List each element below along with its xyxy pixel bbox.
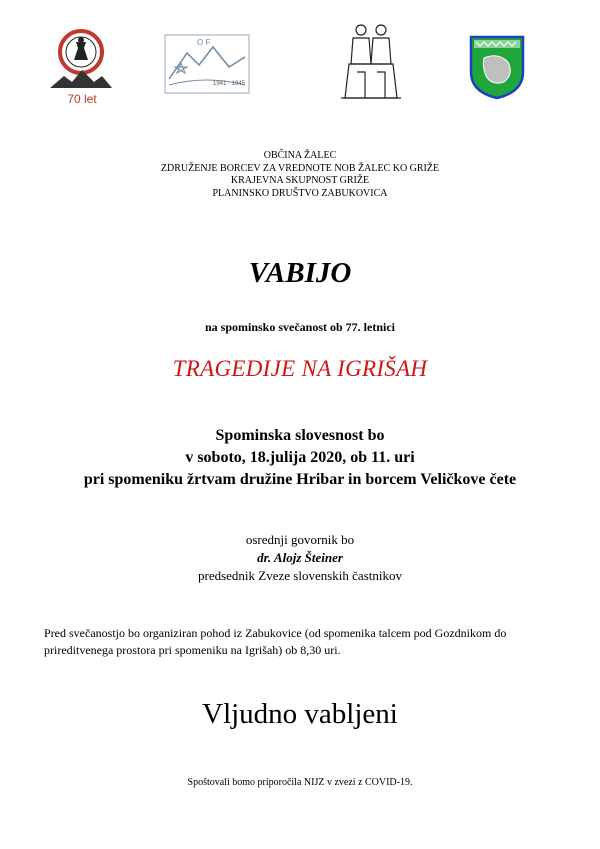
monument-statue-icon: [335, 20, 407, 102]
event-detail-line: v soboto, 18.julija 2020, ob 11. uri: [185, 449, 415, 466]
organizer-line: KRAJEVNA SKUPNOST GRIŽE: [230, 175, 370, 186]
speaker-intro: osrednji govornik bo: [245, 532, 355, 547]
anniversary-emblem-icon: [46, 28, 116, 92]
veterans-years: 1941 · 1945: [213, 81, 246, 87]
organizers-list: [0, 150, 600, 200]
event-details: [0, 425, 600, 491]
monument-logo: [335, 20, 407, 102]
veterans-initials: O F: [197, 38, 211, 47]
organizer-line: PLANINSKO DRUŠTVO ZABUKOVICA: [212, 187, 388, 199]
anniversary-logo: [46, 28, 116, 108]
closing-greeting: Vljudno vabljeni: [202, 698, 398, 730]
covid-footnote: Spoštovali bomo priporočila NIJZ v zvezi z COVID-19.: [187, 777, 413, 788]
organizer-line: ZDRUŽENJE BORCEV ZA VREDNOTE NOB ŽALEC KO GRIŽE: [160, 162, 440, 174]
speaker-role: predsednik Zveze slovenskih častnikov: [198, 568, 402, 583]
speaker-name: dr. Alojz Šteiner: [257, 550, 343, 565]
hike-note: Pred svečanostjo bo organiziran pohod iz Zabukovice (od spomenika talcem pod Gozdnikom do prireditvenega prostora pri spomeniku na Igrišah) ob 8,30 uri.: [44, 626, 507, 657]
event-detail-line: Spominska slovesnost bo: [215, 427, 385, 444]
municipality-coat-of-arms: [468, 34, 526, 100]
speaker-block: [0, 531, 600, 585]
organizer-line: OBČINA ŽALEC: [263, 150, 337, 161]
invitation-heading: VABIJO: [248, 257, 352, 289]
shield-icon: [468, 34, 526, 100]
event-title: TRAGEDIJE NA IGRIŠAH: [172, 356, 428, 381]
event-detail-line: pri spomeniku žrtvam družine Hribar in borcem Veličkove čete: [83, 471, 517, 488]
veterans-logo: [163, 33, 251, 95]
occasion-subtitle: na spominsko svečanost ob 77. letnici: [204, 320, 396, 334]
anniversary-text: 70 let: [67, 92, 97, 106]
